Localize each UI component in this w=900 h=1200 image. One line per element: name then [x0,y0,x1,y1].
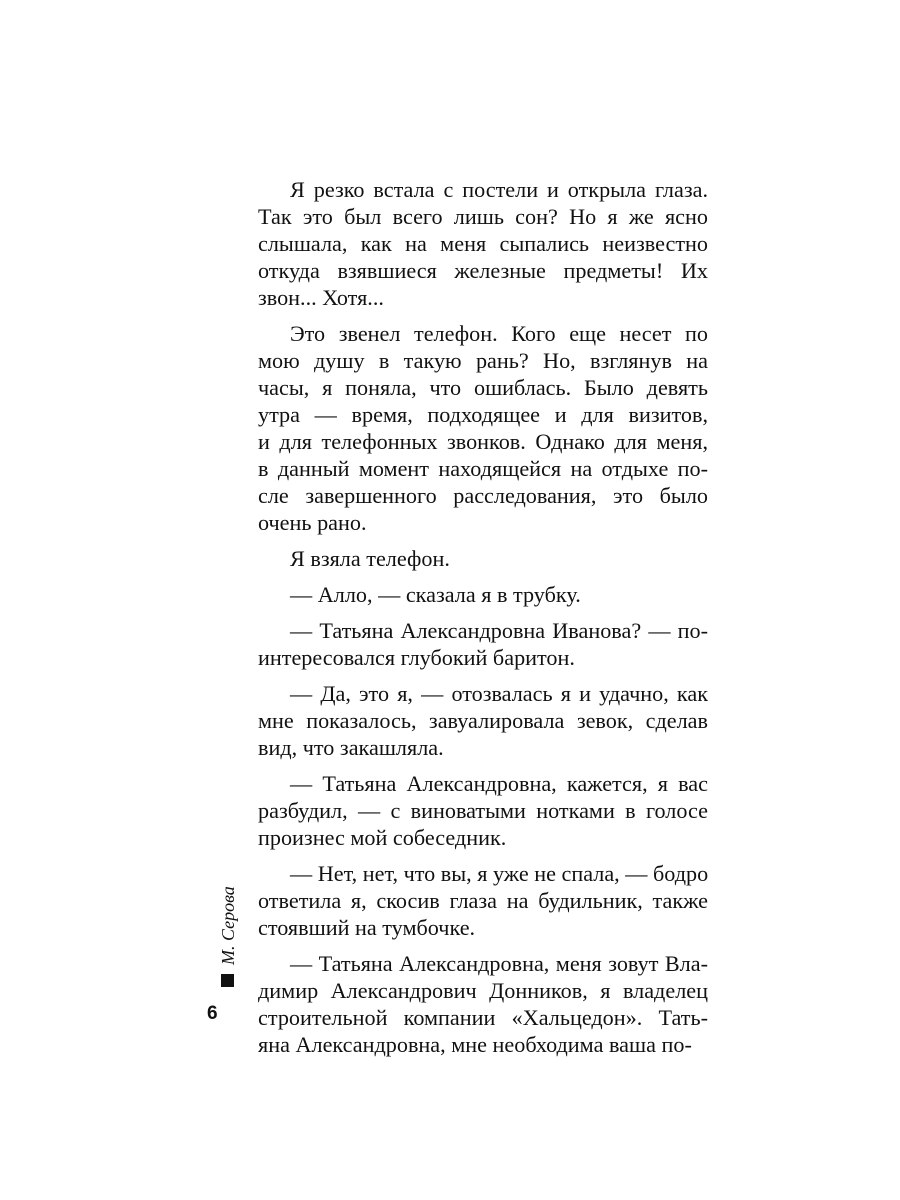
paragraph-first-line: — Нет, нет, что вы, я уже не спала, — бодро [290,861,709,886]
paragraph-first-line: — Татьяна Александровна, кажется, я вас [290,771,708,796]
paragraph-line: сле завершенного расследования, это было [258,483,708,508]
paragraph-line: стоявший на тумбочке. [258,915,476,940]
running-head [204,885,250,995]
paragraph-line: слышала, как на меня сыпались неизвестно [258,231,708,256]
page-number: 6 [207,1003,218,1024]
paragraph-line: очень рано. [258,510,367,535]
paragraph-line: произнес мой собеседник. [258,825,507,850]
paragraph-line: разбудил, — с виноватыми нотками в голосе [258,798,708,823]
author-running-head: М. Серова [218,886,238,965]
paragraph-line: ответила я, скосив глаза на будильник, также [258,888,708,913]
paragraph-line: утра — время, подходящее и для визитов, [258,402,708,427]
paragraph-line: вид, что закашляла. [258,735,444,760]
paragraph-first-line: Я резко встала с постели и открыла глаза. [290,177,708,202]
paragraph-line: мне показалось, завуалировала зевок, сделав [258,708,708,733]
paragraph-first-line: Я взяла телефон. [290,546,450,571]
paragraph-line: Так это был всего лишь сон? Но я же ясно [258,204,708,229]
square-marker-icon [221,974,234,987]
paragraph-first-line: — Да, это я, — отозвалась я и удачно, как [290,681,708,706]
paragraph-first-line: Это звенел телефон. Кого еще несет по [290,321,708,346]
paragraph-line: откуда взявшиеся железные предметы! Их [258,258,708,283]
paragraph-line: и для телефонных звонков. Однако для меня, [258,429,708,454]
paragraph-first-line: — Татьяна Александровна, меня зовут Вла- [290,951,708,976]
paragraph-line: часы, я поняла, что ошиблась. Было девять [258,375,708,400]
paragraph-line: мою душу в такую рань? Но, взглянув на [258,348,708,373]
paragraph-line: димир Александрович Донников, я владелец [258,978,708,1003]
paragraph-first-line: — Алло, — сказала я в трубку. [290,582,581,607]
paragraph-first-line: — Татьяна Александровна Иванова? — по- [290,618,708,643]
book-page-text [258,176,708,1058]
paragraph-line: строительной компании «Хальцедон». Тать- [258,1005,708,1030]
paragraph-line: звон... Хотя... [258,285,384,310]
paragraph-line: яна Александровна, мне необходима ваша по- [258,1032,692,1057]
paragraph-line: интересовался глубокий баритон. [258,645,575,670]
paragraph-line: в данный момент находящейся на отдыхе по- [258,456,708,481]
